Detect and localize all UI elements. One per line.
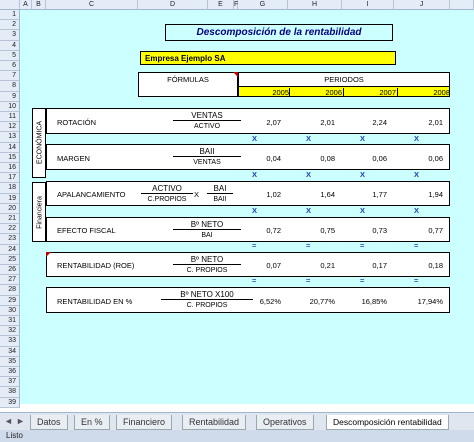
multiply-icon: X [252,134,258,143]
row-header[interactable]: 4 [0,41,20,51]
value-cell[interactable]: 0,07 [266,261,281,270]
year-label: 2008 [397,88,450,97]
tab-en-porcentaje[interactable]: En % [74,415,110,430]
group-financial [32,182,46,242]
row-header[interactable]: 27 [0,275,20,285]
value-cell[interactable]: 2,24 [372,118,387,127]
formula-numerator: BAI [207,184,233,194]
multiply-icon: X [306,170,312,179]
column-header[interactable]: F [234,1,239,8]
value-cell[interactable]: 2,07 [266,118,281,127]
row-header[interactable]: 39 [0,398,20,408]
value-cell[interactable]: 1,64 [320,190,335,199]
row-rotacion [46,108,450,134]
tab-descomposicion-rentabilidad[interactable]: Descomposición rentabilidad [326,415,449,430]
column-header[interactable]: B [32,0,46,10]
row-header[interactable]: 38 [0,387,20,397]
equals-icon: = [252,276,257,285]
value-cell[interactable]: 0,77 [428,226,443,235]
row-header[interactable]: 28 [0,285,20,295]
row-header[interactable]: 37 [0,377,20,387]
equals-icon: = [252,241,257,250]
row-header[interactable]: 36 [0,367,20,377]
row-header[interactable]: 7 [0,71,20,81]
row-header[interactable]: 15 [0,153,20,163]
row-header[interactable]: 11 [0,112,20,122]
formula-operator: X [194,190,200,199]
formula-denominator: BAII [213,196,227,203]
column-header[interactable]: E [208,0,234,10]
multiply-icon: X [306,134,312,143]
group-economic-label: ECONÓMICA [36,120,44,165]
column-header[interactable]: C [46,0,138,10]
value-cell[interactable]: 0,75 [320,226,335,235]
formula-denominator: ACTIVO [193,123,221,130]
multiply-icon: X [306,206,312,215]
row-header[interactable]: 10 [0,102,20,112]
multiply-icon: X [252,170,258,179]
tab-operativos[interactable]: Operativos [256,415,314,430]
row-apalancamiento [46,181,450,206]
row-header[interactable]: 25 [0,255,20,265]
row-header[interactable]: 26 [0,265,20,275]
years-row [238,86,450,97]
status-text: Listo [6,431,23,440]
column-header[interactable]: H [288,0,342,10]
value-cell[interactable]: 0,21 [320,261,335,270]
row-rentabilidad-pct [46,287,450,313]
value-cell[interactable]: 0,18 [428,261,443,270]
row-header[interactable]: 34 [0,347,20,357]
company-box [140,51,396,65]
year-label: 2005 [272,88,289,97]
value-cell[interactable]: 0,06 [372,154,387,163]
row-efecto-fiscal [46,217,450,242]
multiply-icon: X [414,134,420,143]
row-header[interactable]: 23 [0,234,20,244]
formula-numerator: Bº NETO [173,220,241,230]
value-cell[interactable]: 6,52% [259,297,281,306]
operator-row [46,170,450,180]
year-label: 2006 [289,88,342,97]
value-cell[interactable]: 2,01 [320,118,335,127]
row-header[interactable]: 22 [0,224,20,234]
row-header[interactable]: 29 [0,296,20,306]
value-cell[interactable]: 0,72 [266,226,281,235]
row-header[interactable]: 14 [0,143,20,153]
value-cell[interactable]: 0,06 [428,154,443,163]
year-label: 2007 [343,88,396,97]
multiply-icon: X [252,206,258,215]
equals-icon: = [360,241,365,250]
metric-label: MARGEN [57,154,90,163]
row-header[interactable]: 16 [0,163,20,173]
tab-scroll-left-icon[interactable]: ◄ [4,416,13,426]
row-header[interactable]: 6 [0,61,20,71]
multiply-icon: X [414,170,420,179]
page-title: Descomposición de la rentabilidad [196,27,362,38]
row-header[interactable]: 18 [0,183,20,193]
operator-row [46,242,450,252]
group-financial-label: Financiera [36,196,44,229]
value-cell[interactable]: 20,77% [309,297,335,306]
formula-denominator: BAI [201,232,213,239]
metric-label: APALANCAMIENTO [57,190,126,199]
company-name: Empresa Ejemplo SA [145,54,226,63]
multiply-icon: X [360,170,366,179]
row-header[interactable]: 35 [0,357,20,367]
tab-financiero[interactable]: Financiero [116,415,172,430]
multiply-icon: X [360,206,366,215]
column-header[interactable]: D [138,0,208,10]
row-header[interactable]: 2 [0,20,20,30]
column-header[interactable]: I [342,0,394,10]
group-economic [32,108,46,178]
row-header[interactable]: 3 [0,30,20,40]
formula-denominator: C.PROPIOS [147,196,187,203]
value-cell[interactable]: 1,02 [266,190,281,199]
multiply-icon: X [360,134,366,143]
row-header[interactable]: 17 [0,173,20,183]
periods-header: PERIODOS [324,75,364,84]
value-cell[interactable]: 2,01 [428,118,443,127]
row-header[interactable]: 5 [0,51,20,61]
equals-icon: = [306,241,311,250]
value-cell[interactable]: 1,77 [372,190,387,199]
metric-label: RENTABILIDAD (ROE) [57,261,135,270]
tab-rentabilidad[interactable]: Rentabilidad [182,415,246,430]
comment-marker [46,252,51,257]
sheet-tab-bar [0,412,474,431]
formula-numerator: ACTIVO [141,184,193,194]
row-header[interactable]: 21 [0,214,20,224]
column-header-blank [450,0,474,10]
value-cell[interactable]: 16,85% [361,297,387,306]
tab-datos[interactable]: Datos [30,415,68,430]
formula-denominator: VENTAS [193,159,221,166]
column-header[interactable]: G [238,0,288,10]
formula-numerator: VENTAS [173,111,241,121]
equals-icon: = [414,276,419,285]
formula-numerator: BAII [173,147,241,157]
formulas-header-box [138,72,238,97]
row-header[interactable]: 12 [0,122,20,132]
row-header[interactable]: 13 [0,132,20,142]
value-cell[interactable]: 1,94 [428,190,443,199]
row-header[interactable]: 20 [0,204,20,214]
value-cell[interactable]: 0,08 [320,154,335,163]
row-header[interactable]: 24 [0,245,20,255]
row-header[interactable]: 33 [0,336,20,346]
metric-label: RENTABILIDAD EN % [57,297,133,306]
formula-numerator: Bº NETO X100 [161,290,253,300]
formula-denominator: C. PROPIOS [186,302,228,309]
metric-label: ROTACIÓN [57,118,97,127]
operator-row [46,134,450,144]
formula-denominator: C. PROPIOS [186,267,228,274]
value-cell[interactable]: 0,73 [372,226,387,235]
metric-label: EFECTO FISCAL [57,226,116,235]
formulas-header: FÓRMULAS [167,75,209,84]
value-cell[interactable]: 17,94% [417,297,443,306]
row-margen [46,144,450,170]
equals-icon: = [414,241,419,250]
row-header[interactable]: 31 [0,316,20,326]
operator-row [46,206,450,216]
row-header[interactable]: 19 [0,194,20,204]
row-header[interactable]: 9 [0,92,20,102]
select-all-corner[interactable] [0,0,20,10]
title-box [165,24,393,41]
row-header[interactable]: 1 [0,10,20,20]
equals-icon: = [360,276,365,285]
column-header[interactable]: J [394,0,450,10]
row-header[interactable]: 32 [0,326,20,336]
row-header[interactable]: 8 [0,81,20,91]
row-header[interactable]: 30 [0,306,20,316]
tab-scroll-right-icon[interactable]: ► [16,416,25,426]
operator-row [46,277,450,287]
formula-numerator: Bº NETO [173,255,241,265]
value-cell[interactable]: 0,04 [266,154,281,163]
status-bar [0,430,474,442]
value-cell[interactable]: 0,17 [372,261,387,270]
row-roe [46,252,450,277]
column-header[interactable]: A [20,0,32,10]
equals-icon: = [306,276,311,285]
multiply-icon: X [414,206,420,215]
